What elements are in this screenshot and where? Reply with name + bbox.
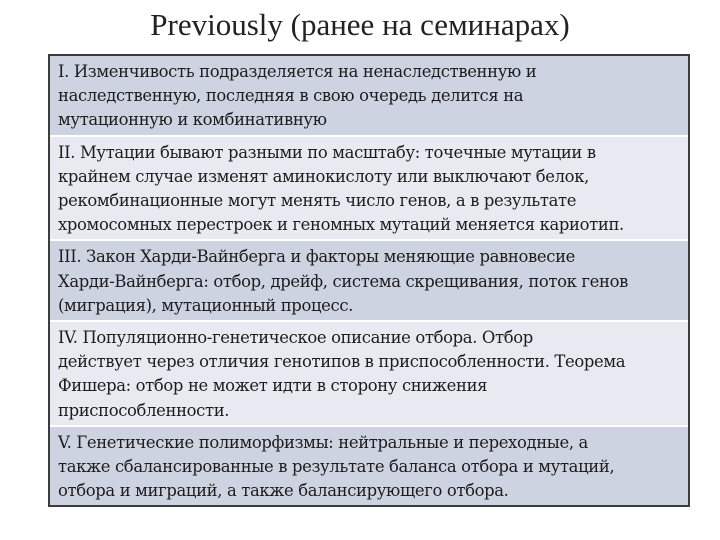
table-row — [50, 320, 688, 425]
table-row — [50, 135, 688, 240]
table-row — [50, 425, 688, 506]
table-row — [50, 56, 688, 135]
table-row — [50, 239, 688, 320]
row-text-line: I. Изменчивость подразделяется на ненаследственную и — [58, 62, 537, 81]
row-text-line: Фишера: отбор не может идти в сторону снижения — [58, 376, 488, 396]
row-text-line: мутационную и комбинативную — [58, 110, 327, 130]
row-text-line: приспособленности. — [58, 400, 230, 420]
row-text-line: (миграция), мутационный процесс. — [58, 295, 354, 315]
summary-table — [48, 54, 690, 507]
row-text-line: также сбалансированные в результате баланса отбора и мутаций, — [58, 457, 615, 477]
row-text-line: отбора и миграций, а также балансирующего отбора. — [58, 481, 509, 501]
slide-title: Previously (ранее на семинарах) — [150, 7, 570, 42]
row-text-line: рекомбинационные могут менять число генов, а в результате — [58, 191, 577, 211]
row-text-line: наследственную, последняя в свою очередь делится на — [58, 86, 524, 106]
row-text-line: крайнем случае изменят аминокислоту или выключают белок, — [58, 166, 589, 186]
row-text-line: V. Генетические полиморфизмы: нейтральные и переходные, а — [58, 432, 588, 452]
row-text-line: хромосомных перестроек и геномных мутаций меняется кариотип. — [58, 215, 624, 235]
row-text-line: IV. Популяционно-генетическое описание отбора. Отбор — [58, 328, 533, 348]
row-text-line: II. Мутации бывают разными по масштабу: точечные мутации в — [58, 142, 596, 162]
row-text-line: действует через отличия генотипов в приспособленности. Теорема — [58, 352, 626, 372]
row-text-line: III. Закон Харди-Вайнберга и факторы меняющие равновесие — [58, 247, 575, 267]
row-text-line: Харди-Вайнберга: отбор, дрейф, система скрещивания, поток генов — [58, 271, 628, 291]
